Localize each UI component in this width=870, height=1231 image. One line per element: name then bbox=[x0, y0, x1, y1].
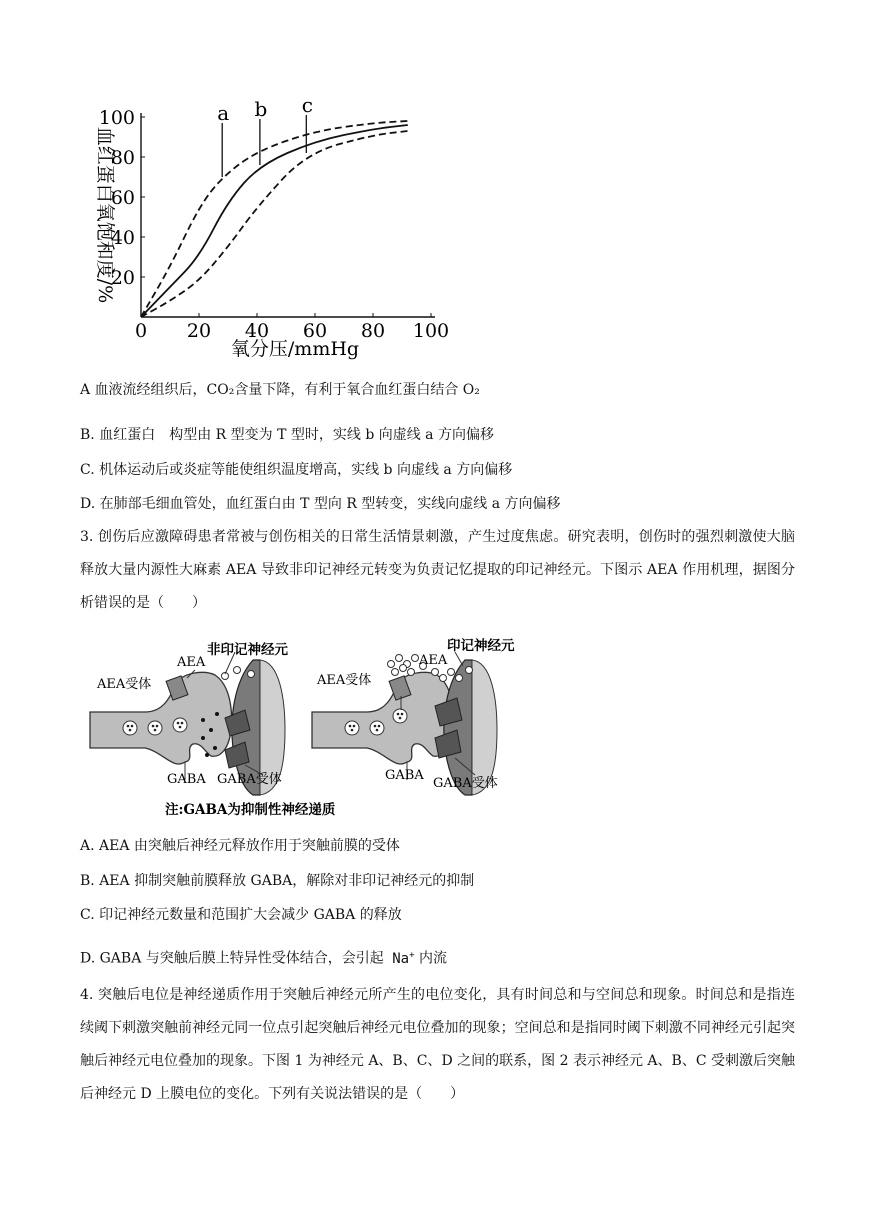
left-gaba-receptor-label: GABA受体 bbox=[217, 772, 282, 787]
left-gaba-label: GABA bbox=[167, 772, 206, 787]
q3-option-a: A. AEA 由突触后神经元释放作用于突触前膜的受体 bbox=[80, 838, 400, 854]
q3-option-d-text: D. GABA 与突触后膜上特异性受体结合，会引起 bbox=[80, 950, 384, 967]
series-label-a: a bbox=[217, 101, 230, 125]
q3-option-c: C. 印记神经元数量和范围扩大会减少 GABA 的释放 bbox=[80, 907, 402, 923]
x-tick-label: 60 bbox=[302, 320, 328, 342]
right-title: 印记神经元 bbox=[447, 638, 515, 654]
q2-option-a: A 血液流经组织后，CO₂含量下降，有利于氧合血红蛋白结合 O₂ bbox=[80, 382, 480, 398]
series-label-c: c bbox=[301, 95, 313, 117]
y-tick-label: 60 bbox=[110, 187, 135, 209]
chart-series bbox=[141, 121, 408, 317]
x-tick-label: 0 bbox=[134, 320, 148, 342]
x-axis-label: 氧分压/mmHg bbox=[230, 338, 360, 360]
y-axis-label: 血红蛋白氧饱和度/% bbox=[94, 126, 116, 304]
left-aea-label: AEA bbox=[177, 655, 206, 670]
right-aea-receptor-label: AEA受体 bbox=[317, 673, 372, 688]
series-line-b bbox=[141, 125, 408, 317]
right-gaba-label: GABA bbox=[385, 768, 424, 783]
left-panel bbox=[90, 641, 288, 795]
figure-note: 注:GABA为抑制性神经递质 bbox=[165, 802, 336, 818]
na-ion: Na+ bbox=[392, 950, 415, 967]
q3-option-b: B. AEA 抑制突触前膜释放 GABA，解除对非印记神经元的抑制 bbox=[80, 873, 475, 889]
left-title: 非印记神经元 bbox=[207, 642, 288, 658]
oxygen-dissociation-chart bbox=[75, 95, 465, 370]
right-gaba-receptor-label: GABA受体 bbox=[433, 776, 498, 791]
right-aea-label: AEA bbox=[419, 653, 448, 668]
y-tick-label: 100 bbox=[98, 107, 135, 129]
chart-axes bbox=[141, 113, 435, 317]
q3-stem: 3. 创伤后应激障碍患者常被与创伤相关的日常生活情景刺激，产生过度焦虑。研究表明，创伤时的强烈刺激使大脑释放大量内源性大麻素 AEA 导致非印记神经元转变为负责记忆提取的印记神经元。下图示 AEA 作用机理，据图分析错误的是（ ） bbox=[80, 529, 795, 611]
x-tick-label: 100 bbox=[412, 320, 450, 342]
x-tick-label: 40 bbox=[244, 320, 270, 342]
y-tick-label: 80 bbox=[110, 147, 135, 169]
aea-synapse-figure bbox=[85, 630, 545, 825]
right-panel bbox=[312, 637, 515, 795]
y-tick-label: 20 bbox=[110, 267, 135, 289]
left-aea-receptor-label: AEA受体 bbox=[97, 677, 152, 692]
q3-option-d bbox=[80, 945, 447, 969]
q4-stem: 4. 突触后电位是神经递质作用于突触后神经元所产生的电位变化，具有时间总和与空间总和现象。时间总和是指连续阈下刺激突触前神经元同一位点引起突触后神经元电位叠加的现象；空间总和是指同时阈下刺激不同神经元引起突触后神经元电位叠加的现象。下图 1 为神经元 A、B、C、D 之间的联系，图 2 表示神经元 A、B、C 受刺激后突触后神经元 D 上膜电位的变化。下列有关说法错误的是（ ） bbox=[80, 987, 795, 1102]
q2-option-b: B. 血红蛋白 构型由 R 型变为 T 型时，实线 b 向虚线 a 方向偏移 bbox=[80, 427, 494, 443]
series-line-a bbox=[141, 121, 408, 317]
x-tick-label: 80 bbox=[360, 320, 386, 342]
x-tick-label: 20 bbox=[186, 320, 212, 342]
q3-option-d-tail: 内流 bbox=[414, 950, 447, 967]
series-label-b: b bbox=[254, 97, 268, 121]
q2-option-d: D. 在肺部毛细血管处，血红蛋白由 T 型向 R 型转变，实线向虚线 a 方向偏移 bbox=[80, 496, 561, 512]
q2-option-c: C. 机体运动后或炎症等能使组织温度增高，实线 b 向虚线 a 方向偏移 bbox=[80, 462, 513, 478]
y-tick-label: 40 bbox=[110, 227, 135, 249]
